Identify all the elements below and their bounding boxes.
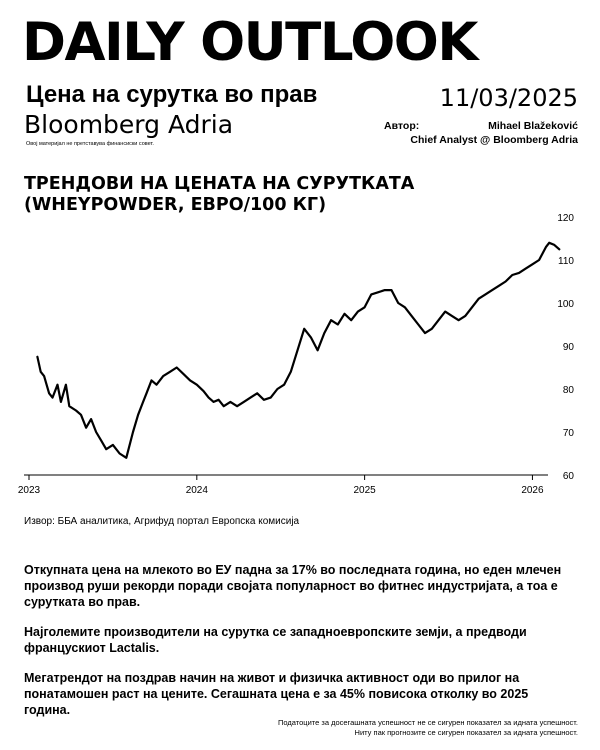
paragraph-2: Најголемите производители на сурутка се западноевропските земји, а предводи францускиот Lactalis. <box>24 625 527 655</box>
footer-line-2: Ниту пак прогнозите се сигурен показател за идната успешност. <box>354 728 578 737</box>
financial-disclaimer: Овој материјал не претставува финансиски совет. <box>26 141 154 147</box>
x-tick-label: 2024 <box>185 485 208 496</box>
masthead-title: DAILY OUTLOOK <box>22 12 477 73</box>
y-tick-label: 100 <box>557 299 574 310</box>
x-tick-label: 2025 <box>353 485 376 496</box>
y-tick-label: 60 <box>562 471 574 482</box>
price-line-chart <box>0 200 600 500</box>
paragraph-1: Откупната цена на млекото во ЕУ падна за 17% во последната година, но еден млечен производ руши рекорди поради својата популарност во фитнес индустријата, а тоа е сурутката во прав. <box>24 563 562 609</box>
footer-line-1: Податоците за досегашната успешност не се сигурен показател за идната успешност. <box>278 718 578 727</box>
y-tick-label: 110 <box>558 256 574 267</box>
chart-source: Извор: ББА аналитика, Агрифуд портал Европска комисија <box>24 516 300 527</box>
footer-disclaimer <box>278 718 578 738</box>
author-name: Mihael Blažeković <box>488 120 578 132</box>
y-tick-label: 90 <box>562 342 574 353</box>
y-axis-ticks <box>557 213 574 482</box>
brand-logo-text: Bloomberg Adria <box>24 110 234 139</box>
price-series-line <box>37 243 559 458</box>
y-tick-label: 80 <box>562 385 574 396</box>
article-body <box>24 562 576 732</box>
page-subtitle: Цена на сурутка во прав <box>26 81 318 108</box>
y-tick-label: 120 <box>557 213 574 224</box>
y-tick-label: 70 <box>562 428 574 439</box>
paragraph-3: Мегатрендот на поздрав начин на живот и физичка активност оди во прилог на понатамошен раст на цените. Сегашната цена е за 45% повисока отколку во 2025 година. <box>24 671 529 717</box>
author-label: Автор: <box>384 120 420 132</box>
x-axis-ticks <box>18 475 544 496</box>
x-tick-label: 2026 <box>521 485 544 496</box>
report-date: 11/03/2025 <box>439 84 578 112</box>
chart-title: ТРЕНДОВИ НА ЦЕНАТА НА СУРУТКАТА (WHEYPOWDER, ЕВРО/100 КГ) <box>24 174 415 215</box>
x-tick-label: 2023 <box>17 485 41 496</box>
author-role: Chief Analyst @ Bloomberg Adria <box>410 134 578 146</box>
